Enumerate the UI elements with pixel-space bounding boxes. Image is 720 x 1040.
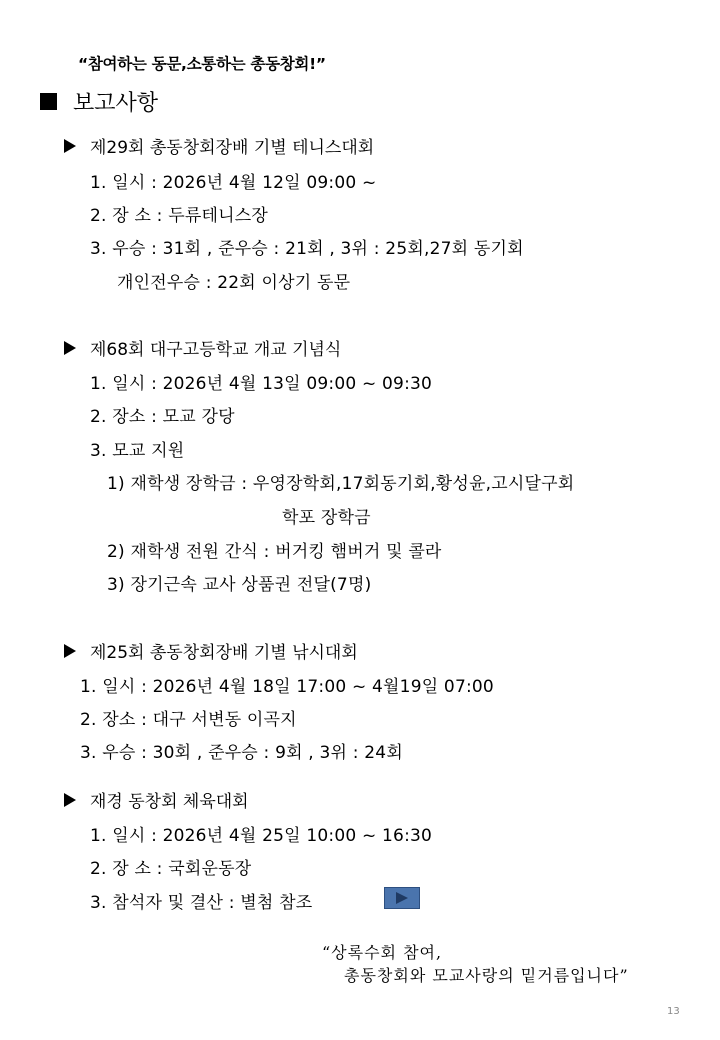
right-triangle-icon <box>64 341 76 355</box>
right-triangle-icon <box>64 793 76 807</box>
section-title-text: 제68회 대구고등학교 개교 기념식 <box>90 340 342 360</box>
list-item: 2. 장 소 : 두류테니스장 <box>90 206 268 226</box>
slogan: “참여하는 동문,소통하는 총동창회!” <box>78 55 326 73</box>
list-item: 1. 일시 : 2026년 4월 18일 17:00 ~ 4월19일 07:00 <box>80 677 494 697</box>
list-item: 3. 참석자 및 결산 : 별첨 참조 <box>90 893 313 913</box>
section-title-fishing <box>64 638 358 663</box>
closing-line-1: “상록수회 참여, <box>322 943 443 962</box>
list-item: 1. 일시 : 2026년 4월 12일 09:00 ~ <box>90 173 377 193</box>
closing-line-2: 총동창회와 모교사랑의 밑거름입니다” <box>344 966 629 985</box>
right-triangle-icon <box>64 139 76 153</box>
black-square-icon <box>40 93 57 110</box>
section-title-text: 제29회 총동창회장배 기별 테니스대회 <box>90 138 375 158</box>
list-item: 학포 장학금 <box>282 508 371 528</box>
list-item: 1. 일시 : 2026년 4월 25일 10:00 ~ 16:30 <box>90 826 433 846</box>
list-item: 개인전우승 : 22회 이상기 동문 <box>117 273 351 293</box>
section-heading <box>40 86 158 117</box>
list-item: 2. 장소 : 모교 강당 <box>90 407 235 427</box>
list-item: 3) 장기근속 교사 상품권 전달(7명) <box>107 575 372 595</box>
list-item: 3. 우승 : 31회 , 준우승 : 21회 , 3위 : 25회,27회 동기회 <box>90 239 524 259</box>
section-title-text: 재경 동창회 체육대회 <box>90 792 249 812</box>
heading-text: 보고사항 <box>73 91 159 116</box>
list-item: 1. 일시 : 2026년 4월 13일 09:00 ~ 09:30 <box>90 374 433 394</box>
page-number: 13 <box>667 1006 680 1017</box>
list-item: 1) 재학생 장학금 : 우영장학회,17회동기회,황성윤,고시달구회 <box>107 474 575 494</box>
right-triangle-icon <box>64 644 76 658</box>
section-title-tennis <box>64 133 374 158</box>
attachment-link-button[interactable] <box>384 887 420 909</box>
play-button-icon <box>394 891 410 905</box>
section-title-text: 제25회 총동창회장배 기별 낚시대회 <box>90 643 358 663</box>
list-item: 3. 모교 지원 <box>90 441 185 461</box>
list-item: 2) 재학생 전원 간식 : 버거킹 햄버거 및 콜라 <box>107 542 442 562</box>
section-title-anniversary <box>64 335 341 360</box>
list-item: 2. 장 소 : 국회운동장 <box>90 859 252 879</box>
list-item: 3. 우승 : 30회 , 준우승 : 9회 , 3위 : 24회 <box>80 743 403 763</box>
section-title-sports <box>64 787 249 812</box>
list-item: 2. 장소 : 대구 서변동 이곡지 <box>80 710 297 730</box>
